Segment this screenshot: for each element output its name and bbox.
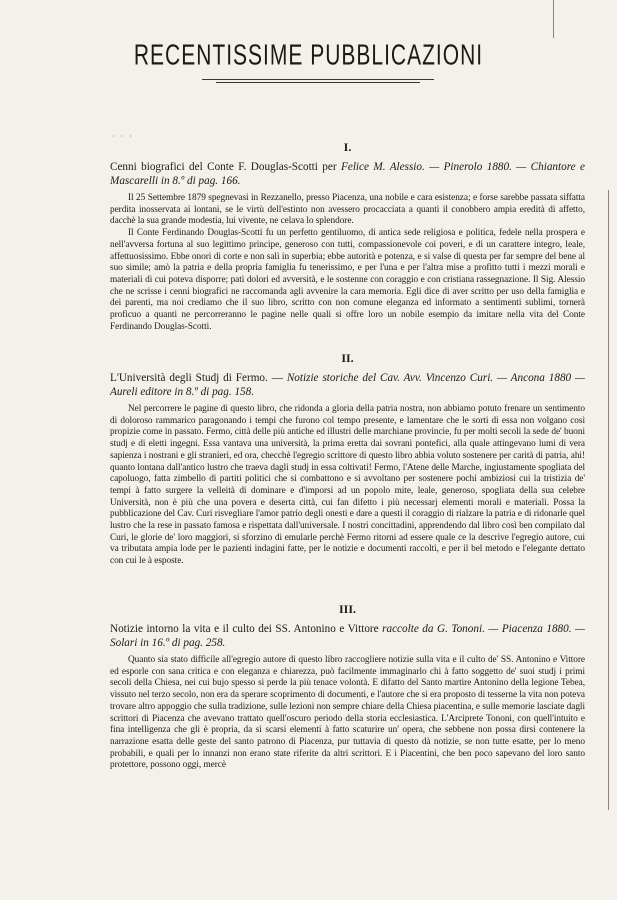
section-heading <box>110 372 585 399</box>
title-rule-thin <box>216 82 420 83</box>
section-2 <box>110 351 585 568</box>
heading-text: Notizie intorno la vita e il culto dei SS. Antonino e Vittore <box>110 623 383 635</box>
section-numeral: I. <box>343 140 352 154</box>
section-body <box>110 655 585 772</box>
section-3 <box>110 602 585 772</box>
section-numeral: II. <box>341 351 354 365</box>
heading-italic-text: Felice M. Alessio. — Pinerolo 1880. — Chiantore e Mascarelli in 8.º di pag. 166. <box>110 161 585 187</box>
paragraph: Nel percorrere le pagine di questo libro, che ridonda a gloria della patria nostra, non abbiamo potuto frenare un sentimento di doloroso rammarico paragonando i tempi che furono col tempo presente, e lamentare che le sorti di essa non volgano così propizie come in passato. Fermo, città delle più antiche ed illustri delle marchiane provincie, fu per molti secoli la sede de' buoni studj e di eletti ingegni. Essa vantava una università, la prima eretta dai sovrani pontefici, alla quale attingevano lumi di vera sapienza i nostrani e gli stranieri, ed ora, checchè l'egregio scrittore di questo libro abbia voluto sostenere per carità di patria, ahi! quanto lontana dall'antico lustro che traeva dagli studj in essa coltivati! Fermo, l'Atene delle Marche, ingiustamente spogliata del capoluogo, fatta zimbello di partiti politici che si combattono e si avvoltano per sostenere pochi ambiziosi cui la tristizia de' tempi à fatto surgere la velleità di dominare e d'imporsi ad un popolo mite, leale, generoso, spogliata della sua celebre Università, non è più che una povera e deserta città, cui fan difetto i più necessarj elementi morali e materiali. Possa la pubblicazione del Cav. Curi risvegliare l'amor patrio degli onesti e dare a questi il coraggio di rialzare la patria e di ridonarle quel lustro che la rese in passato famosa e rispettata dall'universale. I nostri concittadini, apprendendo dal libro così ben compilato dal Curi, le glorie de' loro maggiori, si sforzino di emularle perchè Fermo ritorni ad essere quale ce la descrive l'egregio autore, cui va tributata ampia lode per le pazienti indagini fatte, per le notizie e documenti raccolti, e per il bel metodo e l'elegante dettato con cui le à esposte. <box>110 404 585 567</box>
margin-mark: · · · <box>112 132 134 141</box>
section-body <box>110 193 585 333</box>
paragraph: Quanto sia stato difficile all'egregio autore di questo libro raccogliere notizie sulla vita e il culto de' SS. Antonino e Vittore ed esporle con sana critica e con eleganza e chiarezza, può facilmente immaginarlo chi à fatto soggetto de' suoi studj i primi secoli della Chiesa, nei cui bujo spesso si perde la più tenace volontà. E difatto del Santo martire Antonino della legione Tebea, vissuto nel terzo secolo, non era da sperare scoprimento di documenti, e l'autore che si era proposto di tesserne la vita non poteva trovare altro appoggio che sulla tradizione, sulle lezioni non sempre chiare della Chiesa piacentina, e sulle memorie lasciate dagli scrittori di Piacenza che avevano trattato quell'oscuro periodo della storia ecclesiastica. L'Arciprete Tononi, con quell'intuito e fina intelligenza che gli è propria, da sì scarsi elementi à fatto scaturire un' opera, che sebbene non possa dirsi contenere la narrazione esatta delle geste del santo patrono di Piacenza, pur tuttavia di questo dà notizie, se non tutte esatte, per lo meno probabili, e quali per lo innanzi non erano state riferite da altri scrittori. E i Piacentini, che ben poco sapevano del loro santo protettore, possono oggi, mercè <box>110 655 585 771</box>
section-heading <box>110 161 585 188</box>
section-body <box>110 404 585 568</box>
heading-italic-text: Notizie storiche del Cav. Avv. Vincenzo Curi. — Ancona 1880 — Aureli editore in 8.º di pag. 158. <box>110 372 585 398</box>
section-heading <box>110 623 585 650</box>
scan-edge-mark <box>553 0 554 38</box>
title-rule <box>202 79 434 80</box>
paragraph: Il 25 Settembre 1879 spegnevasi in Rezzanello, presso Piacenza, una nobile e cara esistenza; e forse sarebbe passata siffatta perdita inosservata ai lontani, se le virtù dell'estinto non avessero procacciata a quanti il conobbero ampia eredità di affetto, dacchè la sua grande modestia, lui vivente, ne celava lo splendore. <box>110 193 585 227</box>
heading-italic-text: raccolte da G. Tononi. — Piacenza 1880. — Solari in 16.º di pag. 258. <box>110 623 585 649</box>
heading-text: L'Università degli Studj di Fermo. — <box>110 372 287 384</box>
section-numeral: III. <box>338 602 356 616</box>
page-title: RECENTISSIME PUBBLICAZIONI <box>133 40 484 72</box>
page-edge-line <box>608 190 609 810</box>
section-1 <box>110 140 585 333</box>
paragraph: Il Conte Ferdinando Douglas-Scotti fu un perfetto gentiluomo, di antica sede religiosa e politica, fedele nella prospera e nell'avversa fortuna al suo legittimo principe, generoso con tutti, compassionevole coi poveri, e di un carattere integro, leale, affettuosissimo. Ebbe onori di corte e non salì in superbia; ebbe autorità e potenza, e si valse di questa per far sempre del bene al suo simile; amò la patria e della propria famiglia fu tenerissimo, e per l'una e per l'altra mise a profitto tutti i mezzi morali e materiali di cui poteva disporre; patì dolori ed avversità, e le sostenne con coraggio e con cristiana rassegnazione. Il Sig. Alessio che ne scrisse i cenni biografici ne raccomanda agli avvenire la cara memoria. Egli dice di aver scritto per uso della famiglia e dei parenti, ma noi crediamo che il suo libro, scritto con non comune eleganza ed informato a sentimenti sublimi, tornerà proficuo a quanti ne percorreranno le pagine nelle quali si offre loro un nobile esempio da imitare nella vita del Conte Ferdinando Douglas-Scotti. <box>110 228 585 332</box>
heading-text: Cenni biografici del Conte F. Douglas-Scotti per <box>110 161 342 173</box>
